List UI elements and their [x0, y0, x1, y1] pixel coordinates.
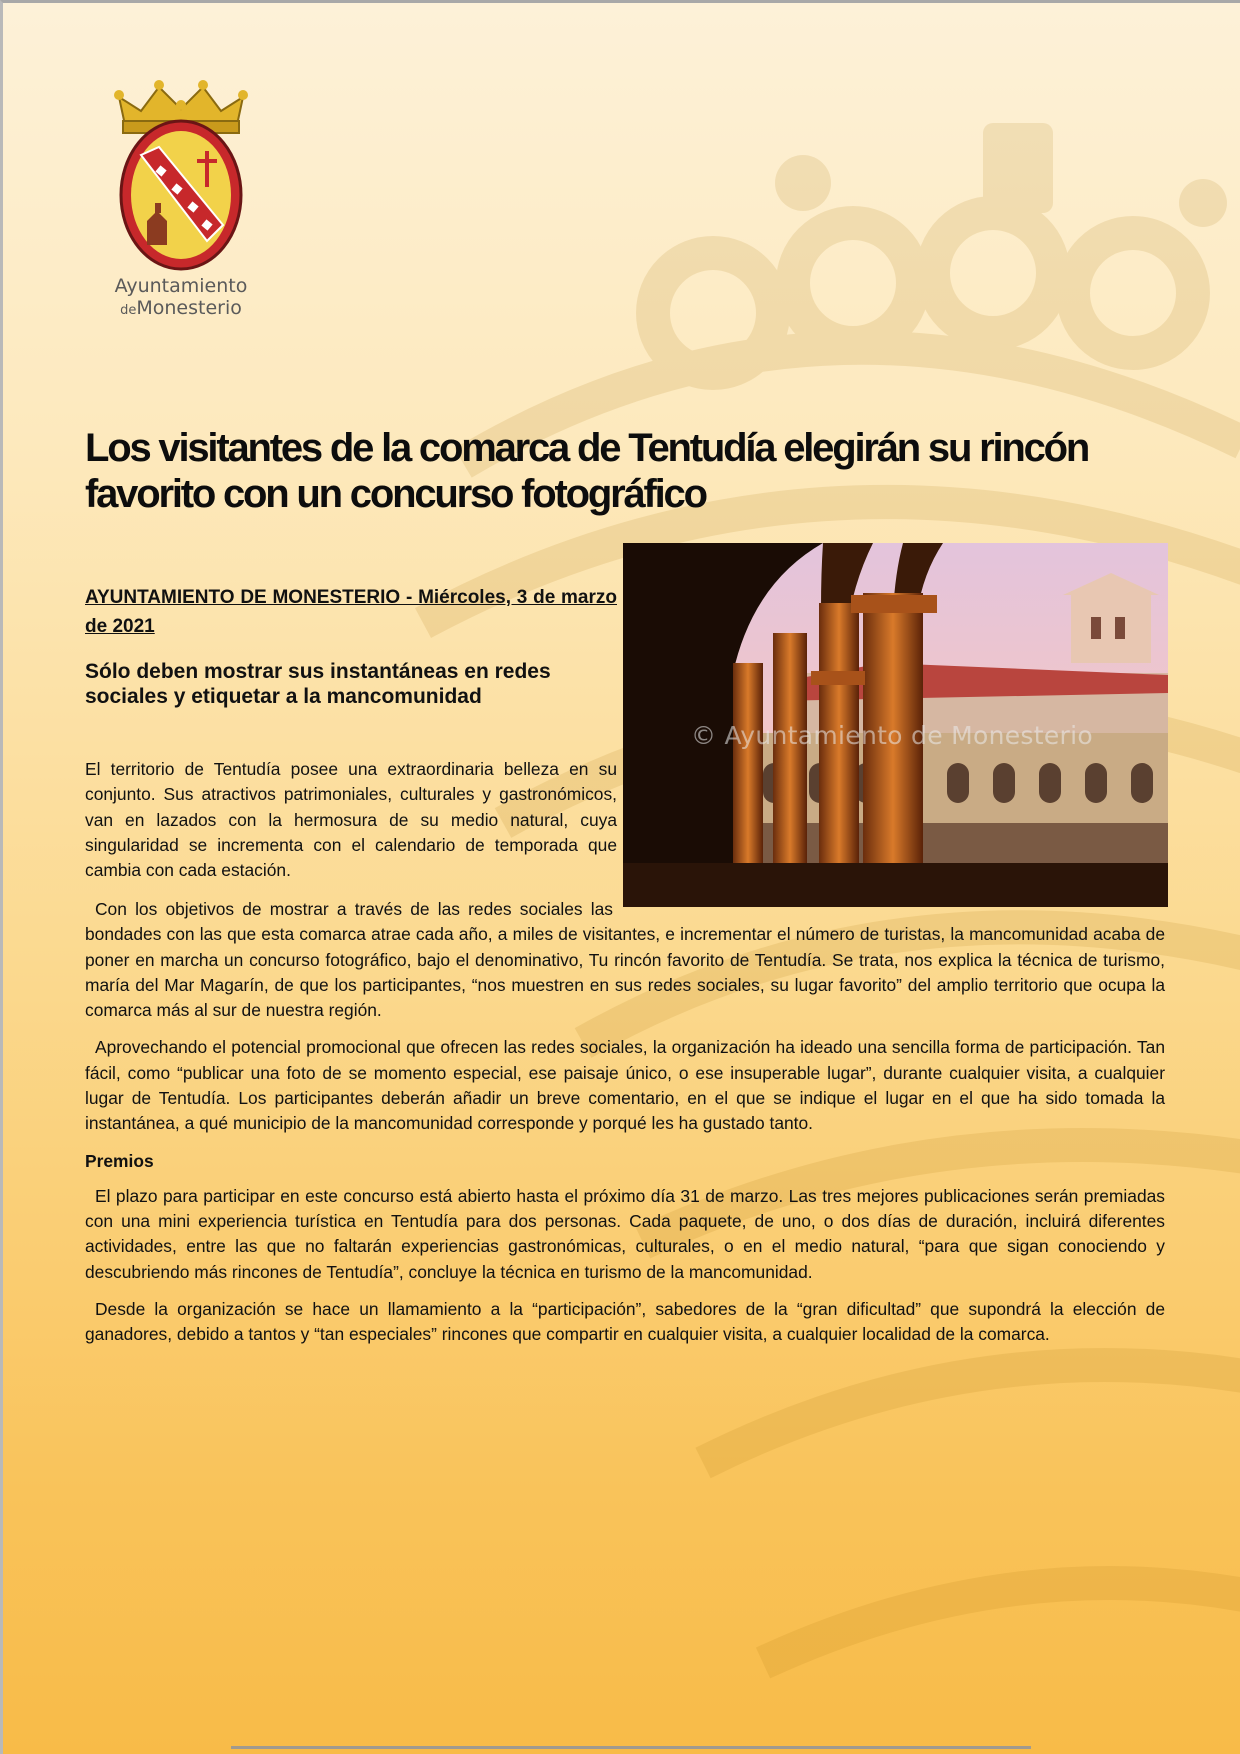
dateline: AYUNTAMIENTO DE MONESTERIO - Miércoles, 3 de marzo de 2021: [85, 587, 617, 637]
logo-line-2: [111, 297, 251, 322]
article-body: [85, 897, 1165, 1359]
article-headline: Los visitantes de la comarca de Tentudía elegirán su rincón favorito con un concurso fotográfico: [85, 426, 1089, 516]
paragraph-5: Desde la organización se hace un llamamiento a la “participación”, sabedores de la “gran dificultad” que supondrá la elección de ganadores, debido a tantos y “tan especiales” rincones que compartir en cualquier visita, a cualquier localidad de la comarca.: [85, 1298, 1165, 1345]
logo-line-1: Ayuntamiento: [114, 275, 248, 297]
logo-line-2-main: Monesterio: [136, 297, 242, 319]
photo-wrap-spacer: [613, 897, 1165, 905]
logo-text: [111, 275, 251, 322]
logo-line-2-prefix: de: [120, 303, 137, 318]
footer-rule: [231, 1746, 1031, 1749]
paragraph-2: Con los objetivos de mostrar a través de las redes sociales las bondades con las que esta comarca atrae cada año, a miles de visitantes, e incrementar el número de turistas, la mancomunidad acaba de poner en marcha un concurso fotográfico, bajo el denominativo, Tu rincón favorito de Tentudía. Se trata, nos explica la técnica de turismo, maría del Mar Magarín, de que los participantes, “nos muestren en sus redes sociales, su lugar favorito” del amplio territorio que ocupa la comarca más al sur de nuestra región.: [85, 899, 1165, 1021]
municipal-logo: [111, 75, 251, 323]
photo-credit: © Ayuntamiento de Monesterio: [691, 721, 1093, 750]
paragraph-4: El plazo para participar en este concurso está abierto hasta el próximo día 31 de marzo. Las tres mejores publicaciones serán premiadas con una mini experiencia turística en Tentudía para dos personas. Cada paquete, de uno, o dos días de duración, incluirá diferentes actividades, entre las que no faltarán experiencias gastronómicas, culturales, o en el medio natural, “para que sigan conociendo y descubriendo más rincones de Tentudía”, concluye la técnica en turismo de la mancomunidad.: [85, 1185, 1165, 1282]
coat-of-arms-logo: [111, 75, 251, 273]
paragraph-1: El territorio de Tentudía posee una extraordinaria belleza en su conjunto. Sus atractivos patrimoniales, culturales y gastronómicos, van en lazados con la hermosura de su medio natural, cuya singularidad se incrementa con el calendario de temporada que cambia con cada estación.: [85, 759, 617, 881]
paragraph-3: Aprovechando el potencial promocional que ofrecen las redes sociales, la organización ha ideado una sencilla forma de participación. Tan fácil, como “publicar una foto de se momento especial, ese paisaje único, o ese insuperable lugar”, durante cualquier visita, a cualquier lugar de Tentudía. Los participantes deberán añadir un breve comentario, en el que se indique el lugar en el que ha sido tomada la instantánea, a qué municipio de la mancomunidad corresponde y porqué les ha gustado tanto.: [85, 1037, 1165, 1134]
section-heading-premios: Premios: [85, 1150, 154, 1171]
article-subheading: Sólo deben mostrar sus instantáneas en redes sociales y etiquetar a la mancomunidad: [85, 660, 551, 708]
